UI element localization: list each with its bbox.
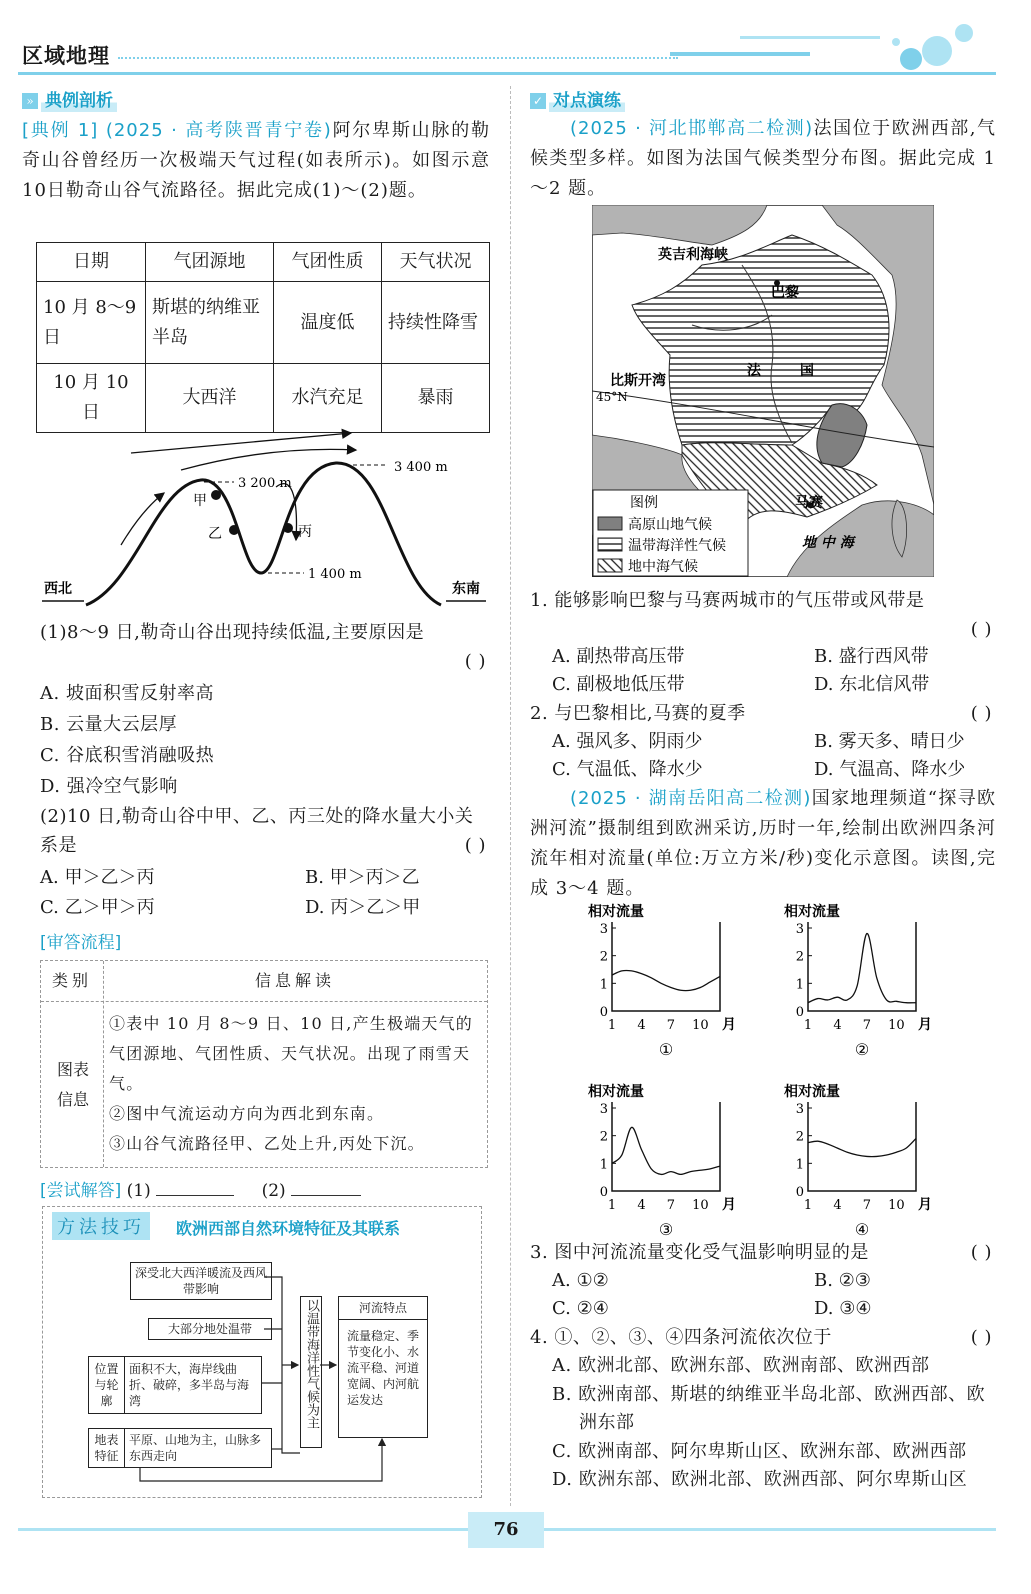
- elevation-3200: 3 200 m: [238, 476, 292, 491]
- right-q4-options: [552, 1352, 996, 1495]
- right-q3-paren[interactable]: ( ): [970, 1242, 992, 1263]
- france-climate-map: [592, 205, 934, 577]
- x-tick-label: 7: [862, 1198, 872, 1213]
- right-intro-1: [530, 114, 996, 204]
- option-c[interactable]: C. 谷底积雪消融吸热: [40, 745, 215, 766]
- point-jia: [211, 490, 221, 500]
- valley-airflow-diagram: [36, 425, 496, 615]
- x-tick-label: 10: [888, 1198, 905, 1213]
- label-bing: 丙: [298, 524, 312, 540]
- option-c[interactable]: C. 乙＞甲＞丙: [40, 897, 155, 918]
- x-tick-label: 1: [607, 1018, 617, 1033]
- x-unit-label: 月: [918, 1197, 932, 1213]
- table-cell: 水汽充足: [274, 364, 382, 433]
- river-chart-1: [580, 898, 760, 1063]
- header-underline: [18, 72, 996, 75]
- method-title: 欧洲西部自然环境特征及其联系: [176, 1219, 401, 1238]
- section-title-dianli: 典例剖析: [41, 91, 117, 112]
- option-b[interactable]: B. 欧洲南部、斯堪的纳维亚半岛北部、欧洲西部、欧洲东部: [552, 1383, 986, 1433]
- option-b[interactable]: B. 盛行西风带: [814, 646, 929, 667]
- label-yi: 乙: [208, 526, 222, 542]
- option-a[interactable]: A. 坡面积雪反射率高: [40, 683, 214, 704]
- chart-number-label: ④: [854, 1220, 870, 1239]
- label-marseille: 马赛: [795, 495, 823, 511]
- table-cell: 持续性降雪: [382, 282, 490, 364]
- right-q1-paren[interactable]: ( ): [970, 619, 992, 640]
- x-tick-label: 10: [692, 1018, 709, 1033]
- flow-series-line: [612, 970, 720, 990]
- point-bing: [283, 523, 293, 533]
- y-tick-label: 1: [795, 977, 804, 993]
- example-q2: [40, 802, 490, 860]
- flow-series-line: [808, 1138, 916, 1156]
- intro2-text: 国家地理频道“探寻欧洲河流”摄制组到欧洲采访,历时一年,绘制出欧洲四条河流年相对流量(单位:万立方米/秒)变化示意图。读图,完成 3～4 题。: [530, 788, 996, 899]
- y-tick-label: 1: [795, 1157, 804, 1173]
- airflow-arrow: [181, 449, 356, 470]
- left-section-header: [22, 86, 117, 111]
- label-jia: 甲: [193, 493, 207, 509]
- y-tick-label: 3: [599, 922, 608, 937]
- chart-axes: [612, 922, 720, 1011]
- flow-box-surface-label: 地表特征: [89, 1429, 125, 1467]
- option-d[interactable]: D. 气温高、降水少: [814, 759, 966, 780]
- q1-stem: (1)8～9 日,勒奇山谷出现持续低温,主要原因是: [40, 622, 425, 643]
- point-yi: [229, 525, 239, 535]
- option-b[interactable]: B. ②③: [814, 1270, 871, 1291]
- double-chevron-icon: »: [22, 93, 38, 109]
- river-chart-3: [580, 1078, 760, 1243]
- answer-blank-1[interactable]: [156, 1195, 234, 1196]
- review-table: [40, 960, 488, 1168]
- direction-northwest: 西北: [44, 581, 72, 597]
- chart-axes: [612, 1102, 720, 1191]
- option-d[interactable]: D. 东北信风带: [814, 674, 930, 695]
- y-tick-label: 2: [599, 949, 608, 965]
- option-c[interactable]: C. ②④: [552, 1298, 609, 1319]
- x-tick-label: 1: [803, 1198, 813, 1213]
- option-b[interactable]: B. 云量大云层厚: [40, 714, 178, 735]
- x-tick-label: 4: [637, 1198, 646, 1213]
- chart-number-label: ③: [658, 1220, 674, 1239]
- x-tick-label: 1: [803, 1018, 813, 1033]
- try-answer-title: [尝试解答]: [40, 1181, 122, 1201]
- column-divider: [510, 86, 511, 1506]
- answer-blank-2[interactable]: [291, 1195, 361, 1196]
- checkmark-icon: ✓: [530, 93, 546, 109]
- review-line-2: ②图中气流运动方向为西北到东南。: [109, 1104, 385, 1123]
- method-badge: 方法技巧: [52, 1212, 150, 1240]
- flow-box-position-text: 面积不大，海岸线曲折、破碎，多半岛与海湾: [129, 1362, 250, 1408]
- flow-box-position-label: 位置与轮廓: [89, 1357, 125, 1413]
- flow-connectors: [60, 1255, 440, 1495]
- table-header: 气团性质: [274, 243, 382, 282]
- table-cell: 温度低: [274, 282, 382, 364]
- table-cell: 暴雨: [382, 364, 490, 433]
- x-tick-label: 7: [666, 1198, 676, 1213]
- x-tick-label: 10: [888, 1018, 905, 1033]
- example-intro-text: 阿尔卑斯山脉的勒奇山谷曾经历一次极端天气过程(如表所示)。如图示意10日勒奇山谷气流路径。据此完成(1)～(2)题。: [22, 120, 490, 201]
- option-a[interactable]: A. 欧洲北部、欧洲东部、欧洲南部、欧洲西部: [552, 1355, 930, 1376]
- right-q3-stem: 3. 图中河流流量变化受气温影响明显的是: [530, 1242, 869, 1263]
- option-c[interactable]: C. 欧洲南部、阿尔卑斯山区、欧洲东部、欧洲西部: [552, 1440, 967, 1462]
- intro1-source: (2025 · 河北邯郸高二检测): [570, 118, 814, 139]
- table-header: 日期: [37, 243, 146, 282]
- chart-axes: [808, 922, 916, 1011]
- label-med: 地 中 海: [802, 535, 854, 551]
- option-d[interactable]: D. 欧洲东部、欧洲北部、欧洲西部、阿尔卑斯山区: [552, 1469, 968, 1490]
- example-q1: [40, 618, 490, 676]
- q2-answer-paren[interactable]: ( ): [464, 835, 486, 856]
- y-tick-label: 2: [599, 1129, 608, 1145]
- q1-answer-paren[interactable]: ( ): [464, 651, 486, 672]
- chart-number-label: ①: [658, 1040, 674, 1059]
- review-title: [审答流程]: [40, 933, 122, 953]
- chart-ylabel: 相对流量: [784, 904, 840, 920]
- river-chart-2: [776, 898, 956, 1063]
- right-q4-paren[interactable]: ( ): [970, 1327, 992, 1348]
- x-unit-label: 月: [918, 1017, 932, 1033]
- label-fa: 法: [747, 363, 761, 379]
- y-tick-label: 2: [795, 1129, 804, 1145]
- river-text: 流量稳定、季节变化小、水流平稳、河道宽阔、内河航运发达: [347, 1329, 420, 1407]
- weather-table: [36, 242, 490, 433]
- option-d[interactable]: D. 丙＞乙＞甲: [305, 897, 421, 918]
- y-tick-label: 3: [795, 922, 804, 937]
- legend-mediterranean: 地中海气候: [628, 559, 698, 575]
- y-tick-label: 3: [599, 1102, 608, 1117]
- option-b[interactable]: B. 甲＞丙＞乙: [305, 867, 420, 888]
- example-q1-options: [40, 678, 480, 802]
- label-channel: 英吉利海峡: [658, 247, 728, 263]
- try-answer-p2: (2): [261, 1181, 286, 1201]
- right-q2-stem: 2. 与巴黎相比,马赛的夏季: [530, 703, 746, 724]
- right-q1-stem: 1. 能够影响巴黎与马赛两城市的气压带或风带是: [530, 590, 925, 611]
- header-title: 区域地理: [22, 44, 110, 68]
- label-guo: 国: [800, 363, 814, 379]
- label-45n: 45°N: [596, 390, 628, 404]
- try-answer: [40, 1176, 361, 1201]
- option-a[interactable]: A. 副热带高压带: [552, 646, 685, 667]
- river-title: 河流特点: [339, 1297, 427, 1320]
- header-dotted-rule: [118, 57, 678, 59]
- river-flow-charts: [580, 898, 960, 1238]
- right-q4-stem: 4. ①、②、③、④四条河流依次位于: [530, 1327, 832, 1348]
- right-q2: [530, 699, 996, 728]
- elevation-3400: 3 400 m: [394, 460, 448, 475]
- option-d[interactable]: D. ③④: [814, 1298, 872, 1319]
- chart-number-label: ②: [854, 1040, 870, 1059]
- y-tick-label: 1: [599, 977, 608, 993]
- option-a[interactable]: A. 甲＞乙＞丙: [40, 867, 155, 888]
- y-tick-label: 1: [599, 1157, 608, 1173]
- chart-ylabel: 相对流量: [588, 904, 644, 920]
- x-tick-label: 10: [692, 1198, 709, 1213]
- x-unit-label: 月: [722, 1017, 736, 1033]
- y-tick-label: 0: [599, 1185, 608, 1200]
- x-tick-label: 7: [862, 1018, 872, 1033]
- review-col-info: 信息解读: [254, 971, 335, 990]
- try-answer-p1: (1): [126, 1181, 151, 1201]
- option-c[interactable]: C. 气温低、降水少: [552, 759, 703, 780]
- y-tick-label: 3: [795, 1102, 804, 1117]
- legend-title: 图例: [630, 495, 658, 511]
- option-b[interactable]: B. 雾天多、晴日少: [814, 731, 965, 752]
- x-tick-label: 4: [833, 1018, 842, 1033]
- example-intro: [22, 116, 490, 206]
- x-tick-label: 7: [666, 1018, 676, 1033]
- direction-southeast: 东南: [452, 581, 480, 597]
- y-tick-label: 0: [795, 1185, 804, 1200]
- label-paris: 巴黎: [771, 285, 799, 301]
- table-cell: 大西洋: [146, 364, 274, 433]
- example-label: [典例 1]: [22, 120, 99, 141]
- review-col-category: 类别: [51, 971, 92, 990]
- legend-oceanic: 温带海洋性气候: [628, 538, 726, 554]
- intro2-source: (2025 · 湖南岳阳高二检测): [570, 788, 812, 809]
- review-line-1: ①表中 10 月 8～9 日、10 日,产生极端天气的气团源地、气团性质、天气状况。出现了雨雪天气。: [109, 1014, 473, 1093]
- chart-ylabel: 相对流量: [784, 1084, 840, 1100]
- flow-box-surface-text: 平原、山地为主，山脉多东西走向: [129, 1433, 262, 1463]
- option-c[interactable]: C. 副极地低压带: [552, 674, 685, 695]
- y-tick-label: 0: [795, 1005, 804, 1020]
- flow-series-line: [808, 933, 916, 1002]
- review-line-3: ③山谷气流路径甲、乙处上升,丙处下沉。: [109, 1134, 425, 1153]
- page-number: 76: [468, 1512, 544, 1548]
- table-header: 天气状况: [382, 243, 490, 282]
- table-cell: 10 月 10 日: [37, 364, 146, 433]
- table-cell: 斯堪的纳维亚半岛: [146, 282, 274, 364]
- flow-center-text: 以温带海洋性气候为主: [304, 1299, 319, 1429]
- right-intro-2: [530, 784, 996, 904]
- elevation-1400: 1 400 m: [308, 567, 362, 582]
- table-header: 气团源地: [146, 243, 274, 282]
- chart-axes: [808, 1102, 916, 1191]
- river-chart-4: [776, 1078, 956, 1243]
- y-tick-label: 2: [795, 949, 804, 965]
- section-title-duidian: 对点演练: [549, 91, 625, 112]
- y-tick-label: 0: [599, 1005, 608, 1020]
- right-q2-paren[interactable]: ( ): [970, 703, 992, 724]
- chart-ylabel: 相对流量: [588, 1084, 644, 1100]
- intro1-text: 法国位于欧洲西部,气候类型多样。如图为法国气候类型分布图。据此完成 1～2 题。: [530, 118, 996, 199]
- q2-stem: (2)10 日,勒奇山谷中甲、乙、丙三处的降水量大小关系是: [40, 806, 474, 856]
- option-a[interactable]: A. 强风多、阴雨少: [552, 731, 703, 752]
- example-source: (2025 · 高考陕晋青宁卷): [105, 120, 332, 141]
- header-blue-bars: [670, 36, 970, 76]
- x-tick-label: 1: [607, 1198, 617, 1213]
- right-q4: [530, 1323, 996, 1352]
- legend-highland: 高原山地气候: [628, 517, 712, 533]
- option-d[interactable]: D. 强冷空气影响: [40, 776, 178, 797]
- x-tick-label: 4: [833, 1198, 842, 1213]
- x-unit-label: 月: [722, 1197, 736, 1213]
- label-biscay: 比斯开湾: [610, 373, 666, 389]
- table-cell: 10 月 8～9 日: [37, 282, 146, 364]
- flow-box-current: 深受北大西洋暖流及西风带影响: [130, 1262, 272, 1300]
- right-section-header: [530, 86, 625, 111]
- option-a[interactable]: A. ①②: [552, 1270, 609, 1291]
- x-tick-label: 4: [637, 1018, 646, 1033]
- right-q3: [530, 1238, 996, 1267]
- flow-box-temperate: 大部分地处温带: [148, 1318, 272, 1340]
- review-row-label: 图表信息: [56, 1060, 89, 1109]
- flow-series-line: [612, 1127, 720, 1174]
- right-q1: [530, 586, 996, 644]
